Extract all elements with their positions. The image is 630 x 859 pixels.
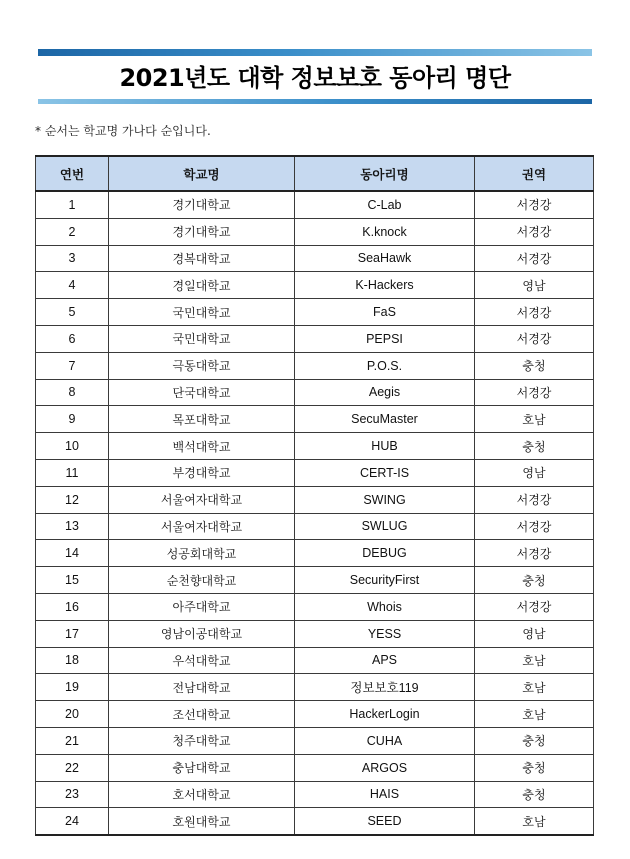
school-name: 목포대학교 <box>109 406 295 433</box>
header-club: 동아리명 <box>295 156 475 191</box>
region: 서경강 <box>475 486 594 513</box>
school-name: 충남대학교 <box>109 754 295 781</box>
region: 영남 <box>475 459 594 486</box>
region: 충청 <box>475 567 594 594</box>
club-roster-table <box>35 155 594 836</box>
row-number: 18 <box>36 647 109 674</box>
region: 호남 <box>475 674 594 701</box>
row-number: 15 <box>36 567 109 594</box>
school-name: 조선대학교 <box>109 701 295 728</box>
sort-order-note: * 순서는 학교명 가나다 순입니다. <box>35 124 211 138</box>
table-row <box>36 808 594 835</box>
school-name: 부경대학교 <box>109 459 295 486</box>
row-number: 17 <box>36 620 109 647</box>
table-row <box>36 647 594 674</box>
region: 충청 <box>475 352 594 379</box>
table-row <box>36 540 594 567</box>
club-name: K-Hackers <box>295 272 475 299</box>
row-number: 5 <box>36 299 109 326</box>
club-name: HUB <box>295 433 475 460</box>
row-number: 10 <box>36 433 109 460</box>
row-number: 2 <box>36 218 109 245</box>
club-name: SEED <box>295 808 475 835</box>
school-name: 국민대학교 <box>109 299 295 326</box>
region: 호남 <box>475 406 594 433</box>
region: 서경강 <box>475 379 594 406</box>
table-row <box>36 406 594 433</box>
region: 영남 <box>475 620 594 647</box>
table-row <box>36 379 594 406</box>
club-name: K.knock <box>295 218 475 245</box>
school-name: 호서대학교 <box>109 781 295 808</box>
table-row <box>36 245 594 272</box>
region: 영남 <box>475 272 594 299</box>
row-number: 11 <box>36 459 109 486</box>
club-name: SeaHawk <box>295 245 475 272</box>
school-name: 호원대학교 <box>109 808 295 835</box>
table-row <box>36 299 594 326</box>
club-name: CERT-IS <box>295 459 475 486</box>
region: 호남 <box>475 701 594 728</box>
table-row <box>36 486 594 513</box>
table-row <box>36 272 594 299</box>
club-name: SWLUG <box>295 513 475 540</box>
row-number: 6 <box>36 325 109 352</box>
school-name: 경복대학교 <box>109 245 295 272</box>
row-number: 3 <box>36 245 109 272</box>
table-row <box>36 620 594 647</box>
row-number: 24 <box>36 808 109 835</box>
region: 서경강 <box>475 513 594 540</box>
club-name: SecurityFirst <box>295 567 475 594</box>
region: 서경강 <box>475 191 594 218</box>
club-name: DEBUG <box>295 540 475 567</box>
club-name: P.O.S. <box>295 352 475 379</box>
table-row <box>36 191 594 218</box>
header-region: 권역 <box>475 156 594 191</box>
table-row <box>36 513 594 540</box>
region: 서경강 <box>475 325 594 352</box>
club-name: SWING <box>295 486 475 513</box>
school-name: 경일대학교 <box>109 272 295 299</box>
table-row <box>36 459 594 486</box>
row-number: 20 <box>36 701 109 728</box>
title-bottom-rule <box>38 99 592 104</box>
region: 호남 <box>475 808 594 835</box>
school-name: 순천향대학교 <box>109 567 295 594</box>
club-name: Whois <box>295 593 475 620</box>
club-name: HAIS <box>295 781 475 808</box>
club-name: FaS <box>295 299 475 326</box>
club-name: C-Lab <box>295 191 475 218</box>
region: 충청 <box>475 433 594 460</box>
row-number: 19 <box>36 674 109 701</box>
school-name: 단국대학교 <box>109 379 295 406</box>
row-number: 8 <box>36 379 109 406</box>
row-number: 4 <box>36 272 109 299</box>
club-name: CUHA <box>295 727 475 754</box>
title-top-rule <box>38 49 592 56</box>
school-name: 극동대학교 <box>109 352 295 379</box>
table-row <box>36 567 594 594</box>
region: 서경강 <box>475 299 594 326</box>
table-row <box>36 781 594 808</box>
table-header-row <box>36 156 594 191</box>
document-title: 2021년도 대학 정보보호 동아리 명단 <box>119 64 511 92</box>
row-number: 14 <box>36 540 109 567</box>
table-row <box>36 754 594 781</box>
region: 호남 <box>475 647 594 674</box>
school-name: 청주대학교 <box>109 727 295 754</box>
row-number: 13 <box>36 513 109 540</box>
table-body <box>36 191 594 835</box>
school-name: 성공회대학교 <box>109 540 295 567</box>
row-number: 22 <box>36 754 109 781</box>
club-name: 정보보호119 <box>295 674 475 701</box>
header-school: 학교명 <box>109 156 295 191</box>
school-name: 백석대학교 <box>109 433 295 460</box>
school-name: 서울여자대학교 <box>109 513 295 540</box>
row-number: 1 <box>36 191 109 218</box>
region: 서경강 <box>475 245 594 272</box>
school-name: 경기대학교 <box>109 218 295 245</box>
region: 서경강 <box>475 593 594 620</box>
table-row <box>36 727 594 754</box>
table-row <box>36 433 594 460</box>
school-name: 영남이공대학교 <box>109 620 295 647</box>
club-name: Aegis <box>295 379 475 406</box>
row-number: 12 <box>36 486 109 513</box>
header-number: 연번 <box>36 156 109 191</box>
region: 서경강 <box>475 218 594 245</box>
region: 충청 <box>475 781 594 808</box>
table-row <box>36 218 594 245</box>
row-number: 16 <box>36 593 109 620</box>
club-name: ARGOS <box>295 754 475 781</box>
school-name: 전남대학교 <box>109 674 295 701</box>
table-row <box>36 593 594 620</box>
school-name: 우석대학교 <box>109 647 295 674</box>
row-number: 23 <box>36 781 109 808</box>
club-name: PEPSI <box>295 325 475 352</box>
row-number: 9 <box>36 406 109 433</box>
club-name: YESS <box>295 620 475 647</box>
school-name: 서울여자대학교 <box>109 486 295 513</box>
table-row <box>36 701 594 728</box>
row-number: 7 <box>36 352 109 379</box>
school-name: 아주대학교 <box>109 593 295 620</box>
region: 충청 <box>475 754 594 781</box>
club-name: SecuMaster <box>295 406 475 433</box>
table-row <box>36 325 594 352</box>
region: 서경강 <box>475 540 594 567</box>
school-name: 경기대학교 <box>109 191 295 218</box>
table-row <box>36 674 594 701</box>
table-row <box>36 352 594 379</box>
row-number: 21 <box>36 727 109 754</box>
school-name: 국민대학교 <box>109 325 295 352</box>
region: 충청 <box>475 727 594 754</box>
club-name: HackerLogin <box>295 701 475 728</box>
club-name: APS <box>295 647 475 674</box>
